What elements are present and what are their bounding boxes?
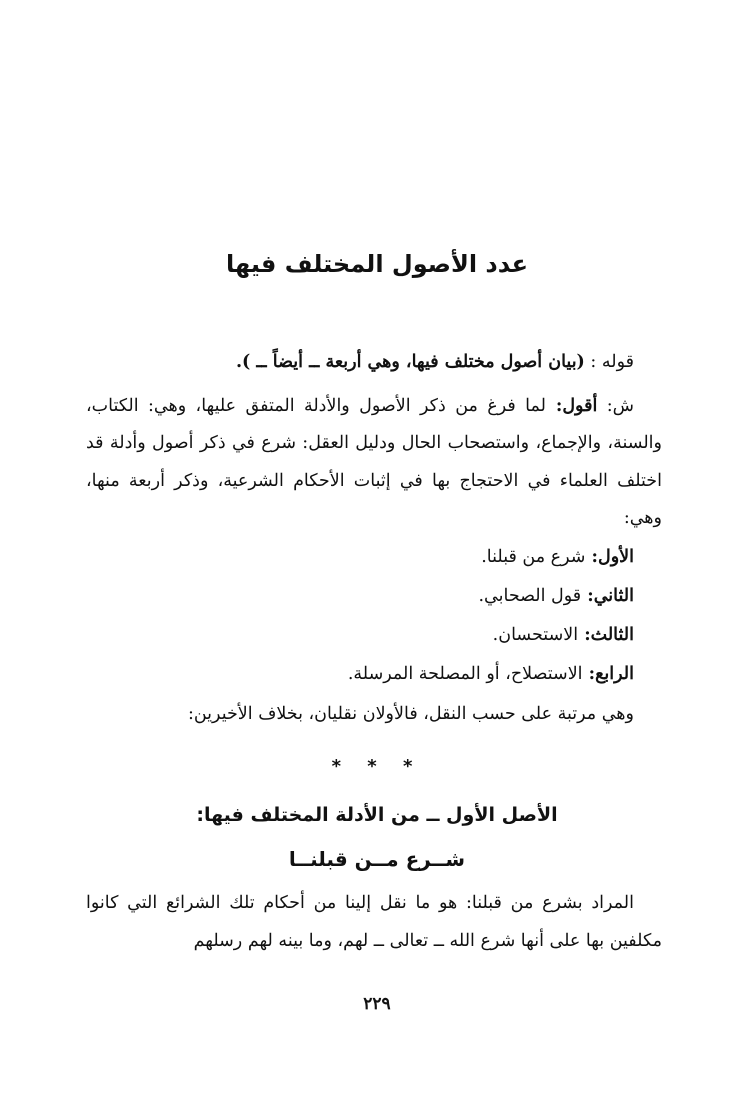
page-number: ٢٢٩: [363, 994, 391, 1014]
list-item: [86, 538, 662, 577]
list-item: [86, 655, 662, 694]
list-item-label: الثاني:: [581, 585, 634, 606]
commentary-marker: ش:: [597, 395, 634, 416]
quote-paragraph: [86, 344, 662, 382]
list-item: [86, 616, 662, 655]
commentary-text: لما فرغ من ذكر الأصول والأدلة المتفق عليها، وهي: الكتاب، والسنة، والإجماع، واستصحاب الحال ودليل العقل: شرع في ذكر أصول وأدلة قد اختلف العلماء في الاحتجاج بها في إثبات الأحكام الشرعية، وذكر أربعة منها، وهي:: [86, 395, 662, 528]
section-subheading: شــرع مــن قبلنــا: [288, 847, 466, 871]
list-item: [86, 577, 662, 616]
section-separator: * * *: [331, 756, 423, 777]
list-item-text: قول الصحابي.: [478, 585, 582, 606]
list-item-text: الاستحسان.: [492, 624, 579, 645]
commentary-speaker: أقول:: [545, 395, 598, 416]
quote-text: (بيان أصول مختلف فيها، وهي أربعة ــ أيضاً ــ ).: [235, 352, 585, 372]
list-item-label: الرابع:: [582, 663, 634, 684]
list-item-text: الاستصلاح، أو المصلحة المرسلة.: [347, 663, 583, 684]
closing-paragraph: وهي مرتبة على حسب النقل، فالأولان نقليان، بخلاف الأخيرين:: [187, 703, 634, 724]
principles-list: [86, 538, 662, 694]
commentary-paragraph: [86, 388, 662, 538]
section-heading: الأصل الأول ــ من الأدلة المختلف فيها:: [196, 804, 558, 826]
section-paragraph: المراد بشرع من قبلنا: هو ما نقل إلينا من أحكام تلك الشرائع التي كانوا مكلفين بها على أنها شرع الله ــ تعالى ــ لهم، وما بينه لهم رسلهم: [86, 893, 662, 951]
list-item-text: شرع من قبلنا.: [481, 546, 586, 567]
quote-prefix: قوله :: [584, 352, 634, 372]
list-item-label: الأول:: [585, 546, 634, 567]
list-item-label: الثالث:: [578, 624, 634, 645]
section-body: [86, 884, 662, 960]
chapter-title: عدد الأصول المختلف فيها: [226, 250, 528, 278]
main-text-block: [86, 344, 662, 734]
